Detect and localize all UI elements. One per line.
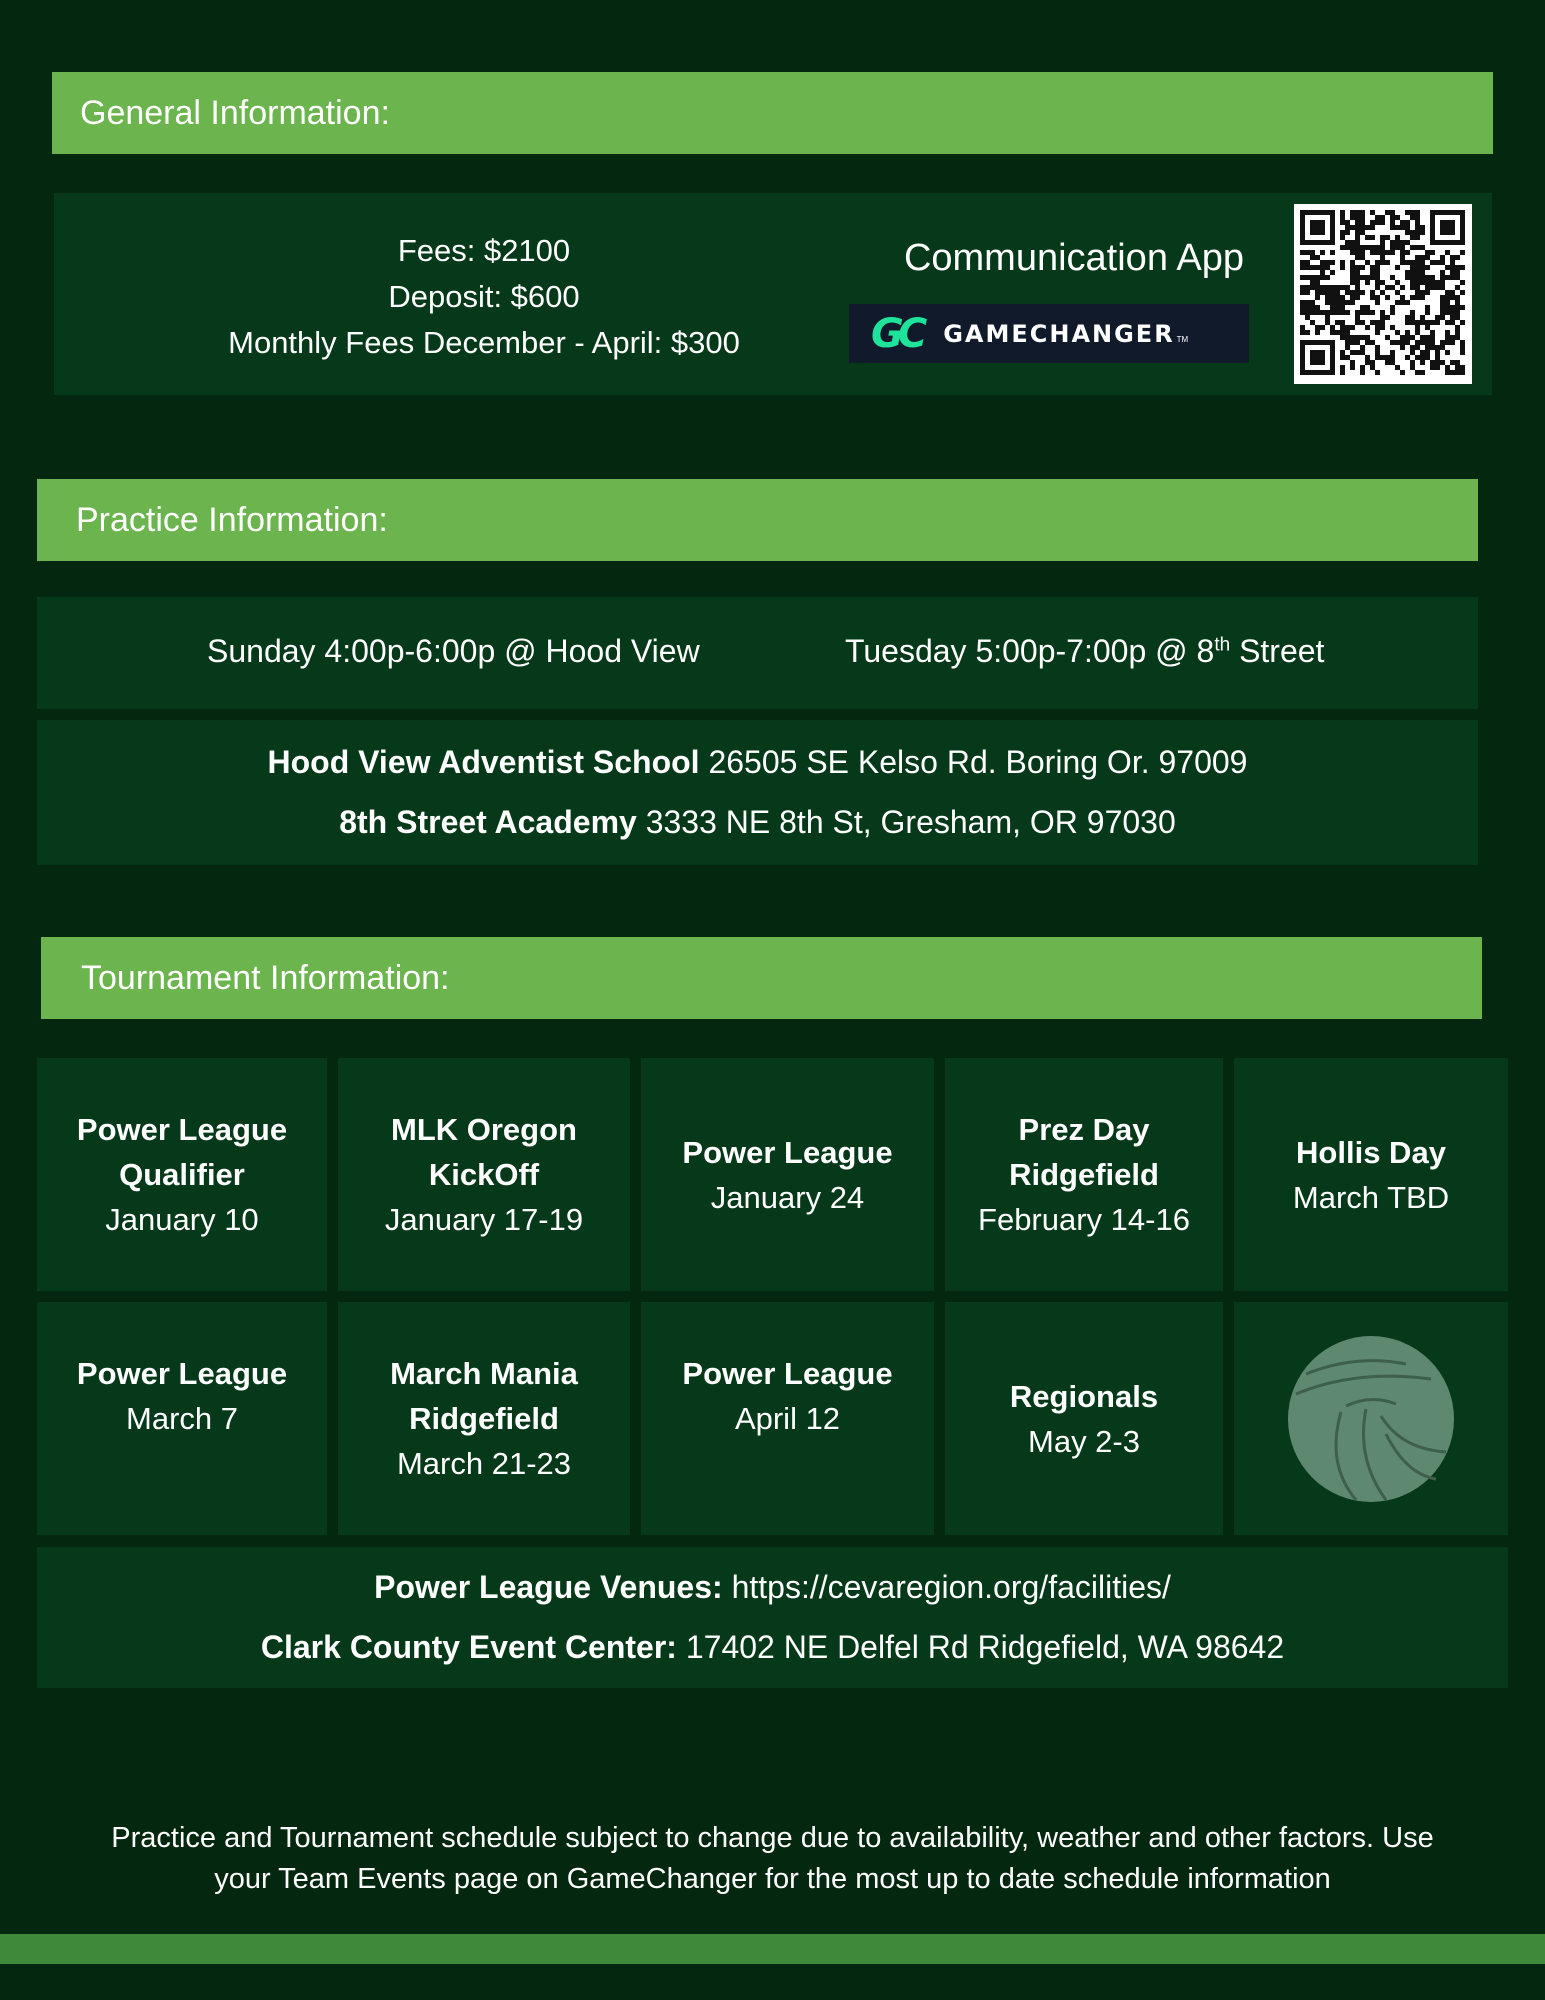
schedule-disclaimer (0, 1818, 1545, 1900)
fees-total: Fees: $2100 (397, 233, 571, 268)
event-cell (338, 1058, 630, 1291)
general-info-panel (54, 193, 1492, 395)
event-cell (641, 1302, 934, 1535)
practice-info-title: Practice Information: (76, 500, 388, 539)
event-date: January 17-19 (384, 1202, 584, 1237)
event-name: March Mania (390, 1356, 578, 1391)
schedule-disclaimer-line-2: your Team Events page on GameChanger for the most up to date schedule information (214, 1863, 1331, 1895)
gamechanger-logo[interactable] (849, 304, 1249, 363)
venue-power-league-link[interactable]: https://cevaregion.org/facilities/ (722, 1569, 1171, 1605)
gamechanger-mark-icon: GC (871, 310, 922, 357)
event-cell (37, 1302, 327, 1535)
event-name: Hollis Day (1296, 1134, 1446, 1170)
volleyball-icon (1286, 1334, 1456, 1504)
communication-app-label: Communication App (903, 237, 1245, 279)
event-cell (1234, 1058, 1508, 1291)
venue-clark-county-label: Clark County Event Center: (260, 1629, 677, 1665)
event-name: Power League (76, 1112, 288, 1147)
event-name: Power League (76, 1356, 288, 1391)
location-hood-view-name: Hood View Adventist School (267, 744, 700, 780)
event-cell (641, 1058, 934, 1291)
practice-info-header (37, 479, 1478, 561)
event-name: Ridgefield (409, 1401, 559, 1436)
event-date: March 7 (126, 1401, 238, 1436)
fees-monthly: Monthly Fees December - April: $300 (228, 325, 740, 360)
practice-session-sunday (207, 633, 700, 670)
gamechanger-wordmark: GAMECHANGER (943, 319, 1175, 348)
location-8th-street-name: 8th Street Academy (339, 804, 637, 840)
event-name: Qualifier (119, 1157, 245, 1192)
practice-locations-panel (37, 720, 1478, 865)
location-8th-street (37, 804, 1478, 841)
event-cell (338, 1302, 630, 1535)
event-cell (945, 1302, 1223, 1535)
practice-session-tuesday (845, 633, 1324, 670)
location-hood-view-address: 26505 SE Kelso Rd. Boring Or. 97009 (699, 744, 1248, 780)
location-hood-view (37, 744, 1478, 781)
fees-deposit: Deposit: $600 (388, 279, 580, 314)
event-date: March TBD (1292, 1179, 1450, 1215)
event-name: KickOff (428, 1157, 540, 1192)
tournament-info-title: Tournament Information: (81, 958, 450, 997)
qr-code-icon[interactable] (1294, 204, 1472, 384)
bottom-accent-strip (0, 1934, 1545, 1964)
venue-clark-county-address: 17402 NE Delfel Rd Ridgefield, WA 98642 (676, 1629, 1285, 1665)
event-cell (945, 1058, 1223, 1291)
location-8th-street-address: 3333 NE 8th St, Gresham, OR 97030 (636, 804, 1176, 840)
general-info-header (52, 72, 1493, 154)
practice-session-tuesday-text: Tuesday 5:00p-7:00p @ 8 (845, 633, 1215, 669)
event-date: May 2-3 (1028, 1423, 1140, 1459)
practice-session-tuesday-sup: th (1214, 634, 1231, 656)
practice-times-panel (37, 597, 1478, 709)
venue-clark-county (37, 1617, 1508, 1677)
event-date: February 14-16 (978, 1202, 1190, 1237)
event-date: April 12 (734, 1401, 841, 1436)
event-name: MLK Oregon (391, 1112, 577, 1147)
schedule-disclaimer-line-1: Practice and Tournament schedule subject to change due to availability, weather and other factors. Use (111, 1822, 1434, 1854)
gamechanger-tm: TM (1176, 335, 1189, 344)
venue-power-league (37, 1557, 1508, 1617)
event-name: Ridgefield (1009, 1157, 1159, 1192)
practice-session-sunday-text: Sunday 4:00p-6:00p @ Hood View (207, 633, 700, 669)
venue-power-league-label: Power League Venues: (374, 1569, 723, 1605)
tournament-info-header (41, 937, 1482, 1019)
event-name: Regionals (1009, 1378, 1159, 1414)
event-name: Power League (682, 1134, 893, 1170)
event-date: January 24 (710, 1179, 865, 1215)
general-info-title: General Information: (80, 93, 390, 132)
volleyball-cell (1234, 1302, 1508, 1535)
event-name: Prez Day (1018, 1112, 1150, 1147)
fees-block (94, 228, 874, 366)
event-name: Power League (682, 1356, 893, 1391)
event-date: January 10 (105, 1202, 259, 1237)
event-date: March 21-23 (396, 1446, 572, 1481)
venues-panel (37, 1547, 1508, 1688)
event-cell (37, 1058, 327, 1291)
practice-session-tuesday-tail: Street (1230, 633, 1325, 669)
